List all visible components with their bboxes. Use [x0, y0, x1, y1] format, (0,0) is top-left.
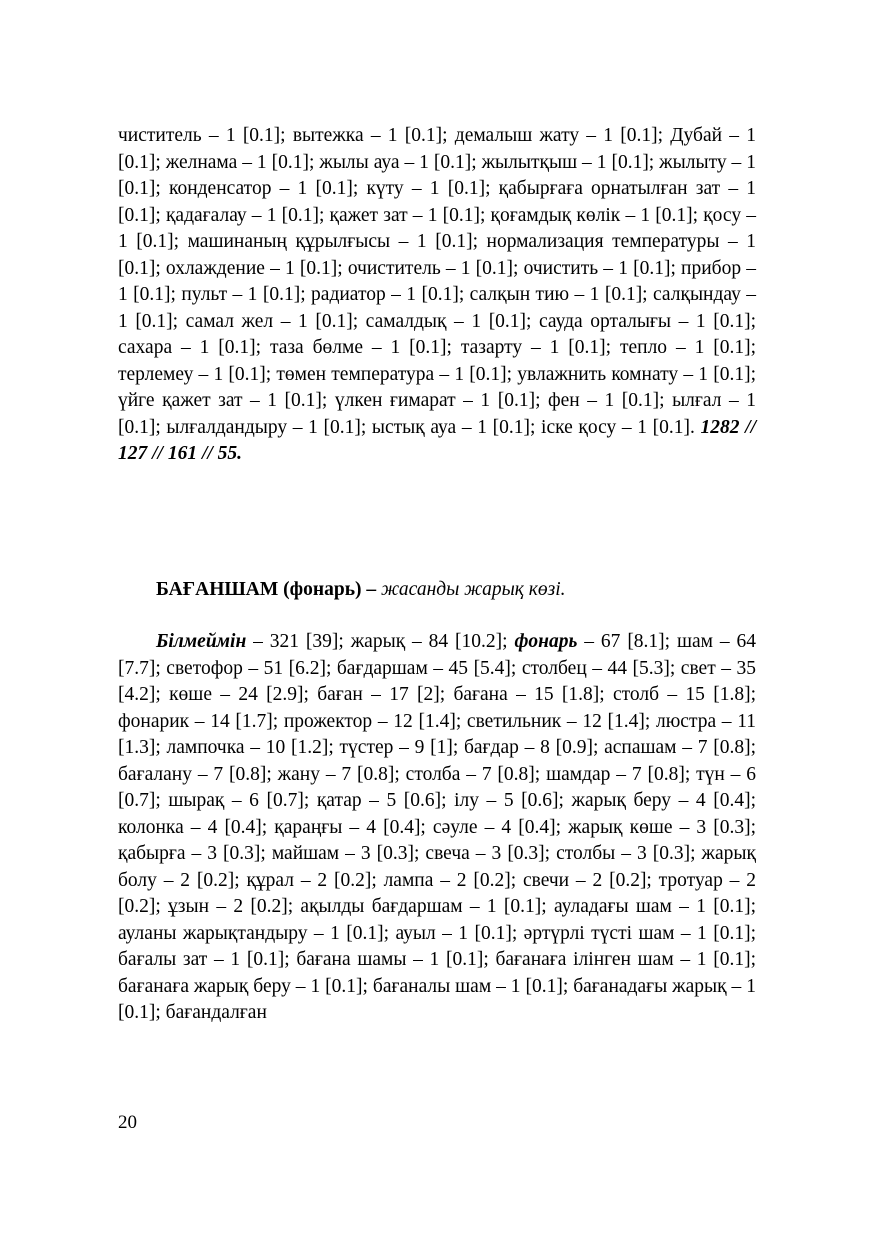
page-number: 20: [118, 1112, 137, 1133]
entry-body-text-1: – 321 [39]; жарық – 84 [10.2];: [246, 631, 515, 652]
entry-body-paragraph: [118, 629, 756, 1027]
entry-heading-block: [118, 577, 756, 604]
entry-continuation-block: [118, 123, 756, 468]
entry-term: БАҒАНШАМ (фонарь) –: [156, 579, 377, 600]
entry-heading: [118, 577, 756, 604]
entry-continuation-paragraph: [118, 123, 756, 468]
entry-lead-word: Білмеймін: [156, 631, 247, 652]
continuation-text: чиститель – 1 [0.1]; вытежка – 1 [0.1]; демалыш жату – 1 [0.1]; Дубай – 1 [0.1]; желнама – 1 [0.1]; жылы ауа – 1 [0.1]; жылытқыш – 1 [0.1]; жылыту – 1 [0.1]; конденсатор – 1 [0.1]; күту – 1 [0.1]; қабырғаға орнатылған зат – 1 [0.1]; қадағалау – 1 [0.1]; қажет зат – 1 [0.1]; қоғамдық көлік – 1 [0.1]; қосу – 1 [0.1]; машинаның құрылғысы – 1 [0.1]; нормализация температуры – 1 [0.1]; охлаждение – 1 [0.1]; очиститель – 1 [0.1]; очистить – 1 [0.1]; прибор – 1 [0.1]; пульт – 1 [0.1]; радиатор – 1 [0.1]; салқын тию – 1 [0.1]; салқындау – 1 [0.1]; самал жел – 1 [0.1]; самалдық – 1 [0.1]; сауда орталығы – 1 [0.1]; сахара – 1 [0.1]; таза бөлме – 1 [0.1]; тазарту – 1 [0.1]; тепло – 1 [0.1]; терлемеу – 1 [0.1]; төмен температура – 1 [0.1]; увлажнить комнату – 1 [0.1]; үйге қажет зат – 1 [0.1]; үлкен ғимарат – 1 [0.1]; фен – 1 [0.1]; ылғал – 1 [0.1]; ылғалдандыру – 1 [0.1]; ыстық ауа – 1 [0.1]; іске қосу – 1 [0.1].: [118, 125, 756, 438]
entry-body-text-2: – 67 [8.1]; шам – 64 [7.7]; светофор – 51 [6.2]; бағдаршам – 45 [5.4]; столбец – 44 [5.3]; свет – 35 [4.2]; көше – 24 [2.9]; баған – 17 [2]; бағана – 15 [1.8]; столб – 15 [1.8]; фонарик – 14 [1.7]; прожектор – 12 [1.4]; светильник – 12 [1.4]; люстра – 11 [1.3]; лампочка – 10 [1.2]; түстер – 9 [1]; бағдар – 8 [0.9]; аспашам – 7 [0.8]; бағалану – 7 [0.8]; жану – 7 [0.8]; столба – 7 [0.8]; шамдар – 7 [0.8]; түн – 6 [0.7]; шырақ – 6 [0.7]; қатар – 5 [0.6]; ілу – 5 [0.6]; жарық беру – 4 [0.4]; колонка – 4 [0.4]; қараңғы – 4 [0.4]; сәуле – 4 [0.4]; жарық көше – 3 [0.3]; қабырға – 3 [0.3]; майшам – 3 [0.3]; свеча – 3 [0.3]; столбы – 3 [0.3]; жарық болу – 2 [0.2]; құрал – 2 [0.2]; лампа – 2 [0.2]; свечи – 2 [0.2]; тротуар – 2 [0.2]; ұзын – 2 [0.2]; ақылды бағдаршам – 1 [0.1]; ауладағы шам – 1 [0.1]; ауланы жарықтандыру – 1 [0.1]; ауыл – 1 [0.1]; әртүрлі түсті шам – 1 [0.1]; бағалы зат – 1 [0.1]; бағана шамы – 1 [0.1]; бағанаға ілінген шам – 1 [0.1]; бағанаға жарық беру – 1 [0.1]; бағаналы шам – 1 [0.1]; бағанадағы жарық – 1 [0.1]; бағандалған: [118, 631, 756, 1023]
entry-highlight-word: фонарь: [514, 631, 578, 652]
entry-definition: жасанды жарық көзі.: [381, 579, 566, 600]
entry-body-block: [118, 629, 756, 1027]
entry-totals: 1282 // 127 // 161 // 55.: [118, 416, 757, 464]
